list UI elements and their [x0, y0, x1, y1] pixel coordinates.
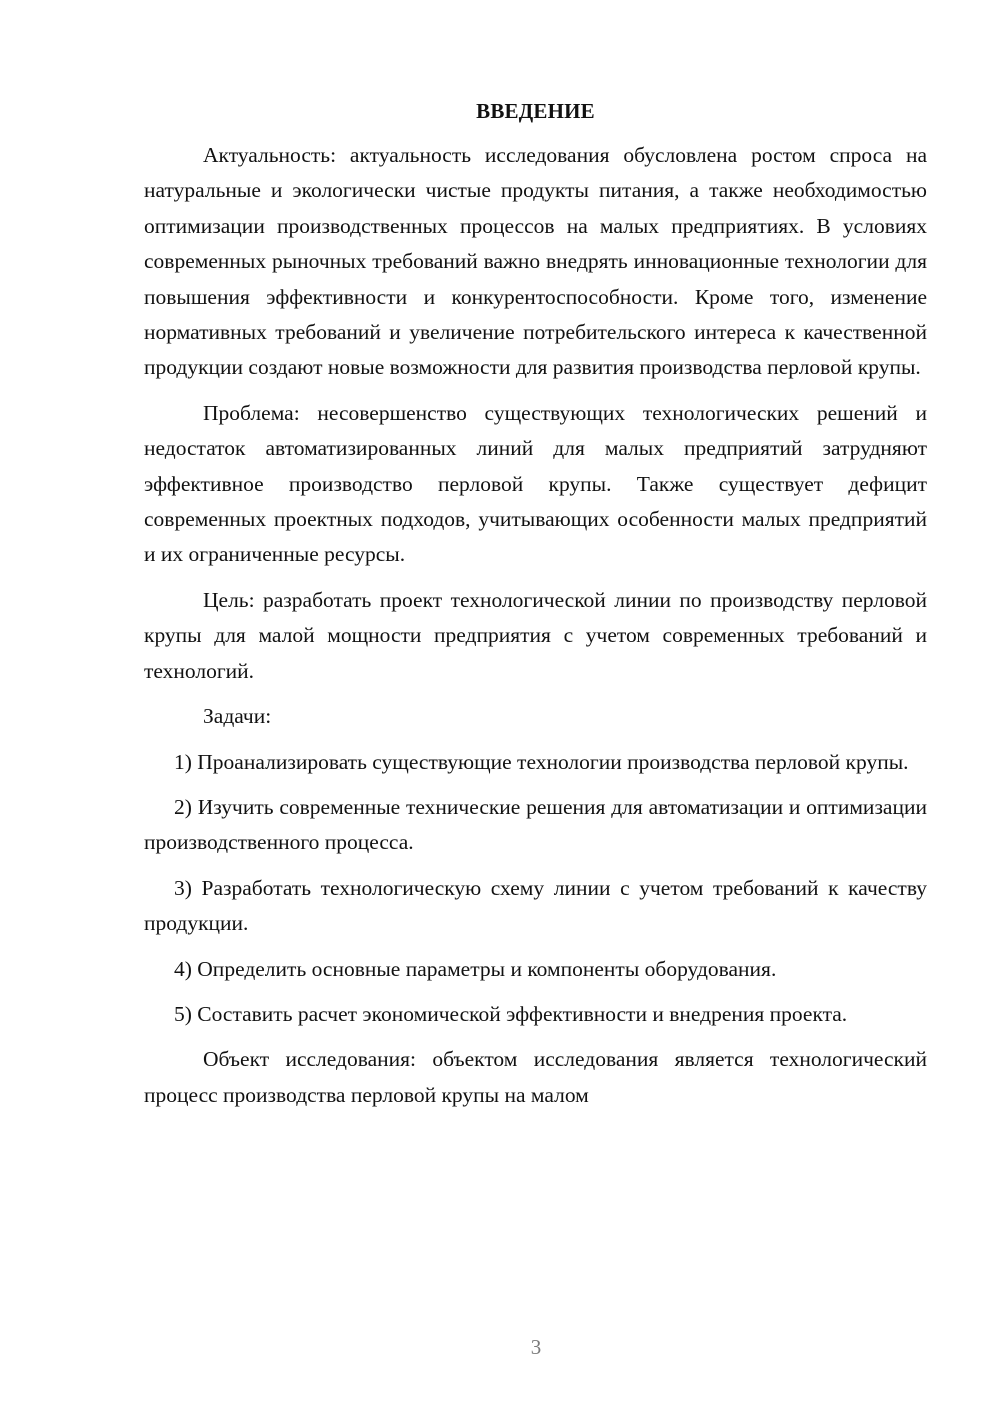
page-number: 3	[530, 1335, 542, 1359]
task-item-2: 2) Изучить современные технические решения для автоматизации и оптимизации производственного процесса.	[144, 794, 927, 855]
paragraph-problem: Проблема: несовершенство существующих технологических решений и недостаток автоматизированных линий для малых предприятий затрудняют эффективное производство перловой крупы. Также существует дефицит современных проектных подходов, учитывающих особенности малых предприятий и их ограниченные ресурсы.	[144, 400, 927, 567]
tasks-label: Задачи:	[203, 704, 272, 729]
task-item-1: 1) Проанализировать существующие технологии производства перловой крупы.	[174, 749, 909, 774]
paragraph-relevance: Актуальность: актуальность исследования обусловлена ростом спроса на натуральные и экологически чистые продукты питания, а также необходимостью оптимизации производственных процессов на малых предприятиях. В условиях современных рыночных требований важно внедрять инновационные технологии для повышения эффективности и конкурентоспособности. Кроме того, изменение нормативных требований и увеличение потребительского интереса к качественной продукции создают новые возможности для развития производства перловой крупы.	[144, 143, 927, 380]
paragraph-goal: Цель: разработать проект технологической линии по производству перловой крупы для малой мощности предприятия с учетом современных требований и технологий.	[144, 587, 927, 683]
task-item-3: 3) Разработать технологическую схему линии с учетом требований к качеству продукции.	[144, 875, 927, 936]
task-item-5: 5) Составить расчет экономической эффективности и внедрения проекта.	[174, 1001, 848, 1026]
section-heading: ВВЕДЕНИЕ	[476, 99, 595, 123]
paragraph-object: Объект исследования: объектом исследования является технологический процесс производства перловой крупы на малом	[144, 1047, 927, 1107]
document-body	[144, 96, 927, 1123]
task-item-4: 4) Определить основные параметры и компоненты оборудования.	[174, 956, 777, 981]
